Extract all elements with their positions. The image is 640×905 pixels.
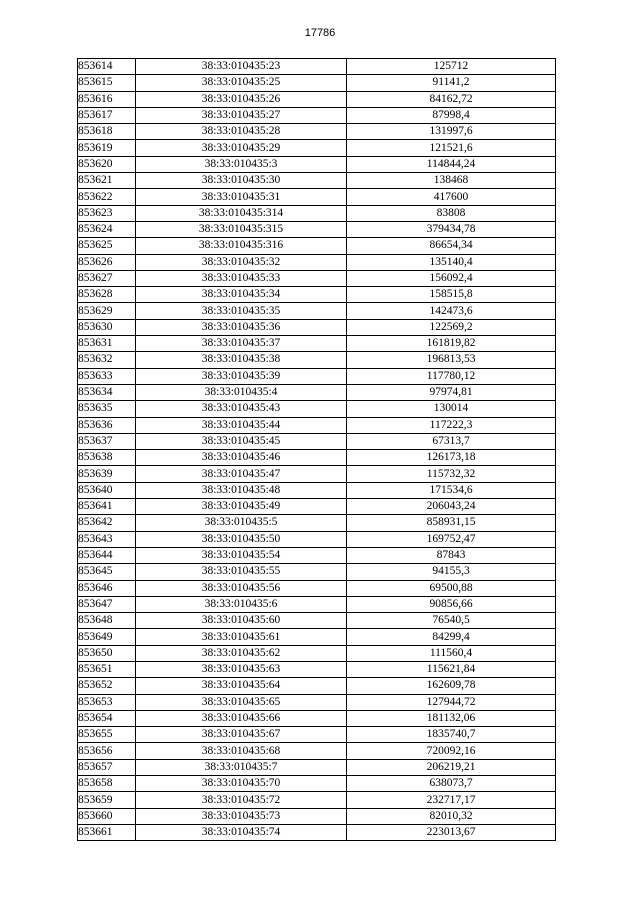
value-cell: 131997,6 [347,124,556,140]
cadastral-number-cell: 38:33:010435:316 [136,238,347,254]
cadastral-number-cell: 38:33:010435:55 [136,564,347,580]
value-cell: 69500,88 [347,580,556,596]
value-cell: 82010,32 [347,808,556,824]
page-number: 17786 [304,27,336,39]
cadastral-number-cell: 38:33:010435:63 [136,661,347,677]
value-cell: 94155,3 [347,564,556,580]
cadastral-number-cell: 38:33:010435:48 [136,482,347,498]
value-cell: 117780,12 [347,368,556,384]
table-row [78,107,556,123]
cadastral-number-cell: 38:33:010435:65 [136,694,347,710]
table-row [78,792,556,808]
cadastral-number-cell: 38:33:010435:5 [136,515,347,531]
value-cell: 135140,4 [347,254,556,270]
row-id-cell: 853614 [78,59,136,75]
row-id-cell: 853655 [78,727,136,743]
value-cell: 127944,72 [347,694,556,710]
value-cell: 162609,78 [347,678,556,694]
row-id-cell: 853622 [78,189,136,205]
table-row [78,401,556,417]
value-cell: 158515,8 [347,287,556,303]
row-id-cell: 853632 [78,352,136,368]
row-id-cell: 853638 [78,450,136,466]
table-row [78,515,556,531]
row-id-cell: 853661 [78,824,136,840]
table-row [78,613,556,629]
value-cell: 84299,4 [347,629,556,645]
row-id-cell: 853627 [78,270,136,286]
table-row [78,270,556,286]
row-id-cell: 853654 [78,710,136,726]
table-row [78,417,556,433]
value-cell: 130014 [347,401,556,417]
cadastral-number-cell: 38:33:010435:28 [136,124,347,140]
value-cell: 87843 [347,547,556,563]
table-row [78,759,556,775]
value-cell: 232717,17 [347,792,556,808]
cadastral-number-cell: 38:33:010435:32 [136,254,347,270]
cadastral-number-cell: 38:33:010435:26 [136,91,347,107]
table-row [78,694,556,710]
row-id-cell: 853650 [78,645,136,661]
row-id-cell: 853633 [78,368,136,384]
table-row [78,303,556,319]
table-row [78,205,556,221]
table-row [78,254,556,270]
row-id-cell: 853621 [78,173,136,189]
row-id-cell: 853653 [78,694,136,710]
value-cell: 76540,5 [347,613,556,629]
value-cell: 196813,53 [347,352,556,368]
cadastral-number-cell: 38:33:010435:64 [136,678,347,694]
row-id-cell: 853620 [78,156,136,172]
cadastral-number-cell: 38:33:010435:74 [136,824,347,840]
value-cell: 161819,82 [347,336,556,352]
row-id-cell: 853656 [78,743,136,759]
table-row [78,124,556,140]
value-cell: 638073,7 [347,776,556,792]
cadastral-number-cell: 38:33:010435:31 [136,189,347,205]
cadastral-number-cell: 38:33:010435:60 [136,613,347,629]
value-cell: 169752,47 [347,531,556,547]
row-id-cell: 853640 [78,482,136,498]
table-row [78,743,556,759]
cadastral-number-cell: 38:33:010435:45 [136,433,347,449]
value-cell: 171534,6 [347,482,556,498]
row-id-cell: 853618 [78,124,136,140]
row-id-cell: 853641 [78,499,136,515]
row-id-cell: 853643 [78,531,136,547]
row-id-cell: 853630 [78,319,136,335]
row-id-cell: 853616 [78,91,136,107]
row-id-cell: 853652 [78,678,136,694]
cadastral-number-cell: 38:33:010435:35 [136,303,347,319]
value-cell: 126173,18 [347,450,556,466]
table-row [78,727,556,743]
value-cell: 125712 [347,59,556,75]
row-id-cell: 853624 [78,221,136,237]
row-id-cell: 853651 [78,661,136,677]
value-cell: 114844,24 [347,156,556,172]
value-cell: 90856,66 [347,596,556,612]
table-row [78,433,556,449]
row-id-cell: 853636 [78,417,136,433]
row-id-cell: 853659 [78,792,136,808]
value-cell: 111560,4 [347,645,556,661]
value-cell: 121521,6 [347,140,556,156]
row-id-cell: 853642 [78,515,136,531]
cadastral-number-cell: 38:33:010435:56 [136,580,347,596]
value-cell: 67313,7 [347,433,556,449]
value-cell: 206219,21 [347,759,556,775]
table-row [78,661,556,677]
row-id-cell: 853625 [78,238,136,254]
row-id-cell: 853660 [78,808,136,824]
cadastral-number-cell: 38:33:010435:30 [136,173,347,189]
cadastral-number-cell: 38:33:010435:314 [136,205,347,221]
value-cell: 115732,32 [347,466,556,482]
registry-table [77,58,556,841]
table-row [78,156,556,172]
cadastral-number-cell: 38:33:010435:7 [136,759,347,775]
table-row [78,75,556,91]
cadastral-number-cell: 38:33:010435:46 [136,450,347,466]
cadastral-number-cell: 38:33:010435:6 [136,596,347,612]
row-id-cell: 853646 [78,580,136,596]
cadastral-number-cell: 38:33:010435:34 [136,287,347,303]
table-row [78,91,556,107]
cadastral-number-cell: 38:33:010435:27 [136,107,347,123]
table-row [78,319,556,335]
row-id-cell: 853615 [78,75,136,91]
cadastral-number-cell: 38:33:010435:72 [136,792,347,808]
table-row [78,189,556,205]
table-row [78,710,556,726]
row-id-cell: 853623 [78,205,136,221]
row-id-cell: 853634 [78,384,136,400]
cadastral-number-cell: 38:33:010435:3 [136,156,347,172]
table-row [78,287,556,303]
cadastral-number-cell: 38:33:010435:29 [136,140,347,156]
row-id-cell: 853629 [78,303,136,319]
cadastral-number-cell: 38:33:010435:61 [136,629,347,645]
table-row [78,776,556,792]
cadastral-number-cell: 38:33:010435:36 [136,319,347,335]
value-cell: 720092,16 [347,743,556,759]
table-row [78,629,556,645]
row-id-cell: 853657 [78,759,136,775]
table-row [78,59,556,75]
cadastral-number-cell: 38:33:010435:73 [136,808,347,824]
row-id-cell: 853617 [78,107,136,123]
row-id-cell: 853645 [78,564,136,580]
table-row [78,466,556,482]
row-id-cell: 853619 [78,140,136,156]
value-cell: 417600 [347,189,556,205]
table-row [78,580,556,596]
cadastral-number-cell: 38:33:010435:67 [136,727,347,743]
value-cell: 86654,34 [347,238,556,254]
table-row [78,499,556,515]
cadastral-number-cell: 38:33:010435:44 [136,417,347,433]
table-row [78,173,556,189]
table-row [78,238,556,254]
value-cell: 156092,4 [347,270,556,286]
table-row [78,221,556,237]
row-id-cell: 853647 [78,596,136,612]
row-id-cell: 853644 [78,547,136,563]
table-row [78,645,556,661]
row-id-cell: 853631 [78,336,136,352]
table-row [78,564,556,580]
value-cell: 379434,78 [347,221,556,237]
cadastral-number-cell: 38:33:010435:23 [136,59,347,75]
cadastral-number-cell: 38:33:010435:54 [136,547,347,563]
value-cell: 206043,24 [347,499,556,515]
row-id-cell: 853637 [78,433,136,449]
value-cell: 1835740,7 [347,727,556,743]
cadastral-number-cell: 38:33:010435:66 [136,710,347,726]
cadastral-number-cell: 38:33:010435:62 [136,645,347,661]
cadastral-number-cell: 38:33:010435:38 [136,352,347,368]
cadastral-number-cell: 38:33:010435:47 [136,466,347,482]
value-cell: 181132,06 [347,710,556,726]
cadastral-number-cell: 38:33:010435:25 [136,75,347,91]
row-id-cell: 853639 [78,466,136,482]
value-cell: 858931,15 [347,515,556,531]
value-cell: 115621,84 [347,661,556,677]
cadastral-number-cell: 38:33:010435:68 [136,743,347,759]
table-row [78,368,556,384]
row-id-cell: 853648 [78,613,136,629]
cadastral-number-cell: 38:33:010435:49 [136,499,347,515]
table-row [78,808,556,824]
table-row [78,384,556,400]
table-row [78,547,556,563]
cadastral-number-cell: 38:33:010435:315 [136,221,347,237]
cadastral-number-cell: 38:33:010435:4 [136,384,347,400]
row-id-cell: 853628 [78,287,136,303]
value-cell: 117222,3 [347,417,556,433]
value-cell: 83808 [347,205,556,221]
registry-table-body [78,59,556,841]
table-row [78,531,556,547]
value-cell: 97974,81 [347,384,556,400]
row-id-cell: 853649 [78,629,136,645]
table-row [78,140,556,156]
row-id-cell: 853626 [78,254,136,270]
value-cell: 84162,72 [347,91,556,107]
value-cell: 223013,67 [347,824,556,840]
table-row [78,824,556,840]
table-row [78,352,556,368]
cadastral-number-cell: 38:33:010435:37 [136,336,347,352]
table-row [78,678,556,694]
table-row [78,450,556,466]
table-row [78,482,556,498]
cadastral-number-cell: 38:33:010435:43 [136,401,347,417]
value-cell: 142473,6 [347,303,556,319]
value-cell: 91141,2 [347,75,556,91]
row-id-cell: 853635 [78,401,136,417]
row-id-cell: 853658 [78,776,136,792]
cadastral-number-cell: 38:33:010435:70 [136,776,347,792]
cadastral-number-cell: 38:33:010435:33 [136,270,347,286]
table-row [78,596,556,612]
value-cell: 122569,2 [347,319,556,335]
value-cell: 87998,4 [347,107,556,123]
cadastral-number-cell: 38:33:010435:39 [136,368,347,384]
cadastral-number-cell: 38:33:010435:50 [136,531,347,547]
value-cell: 138468 [347,173,556,189]
table-row [78,336,556,352]
